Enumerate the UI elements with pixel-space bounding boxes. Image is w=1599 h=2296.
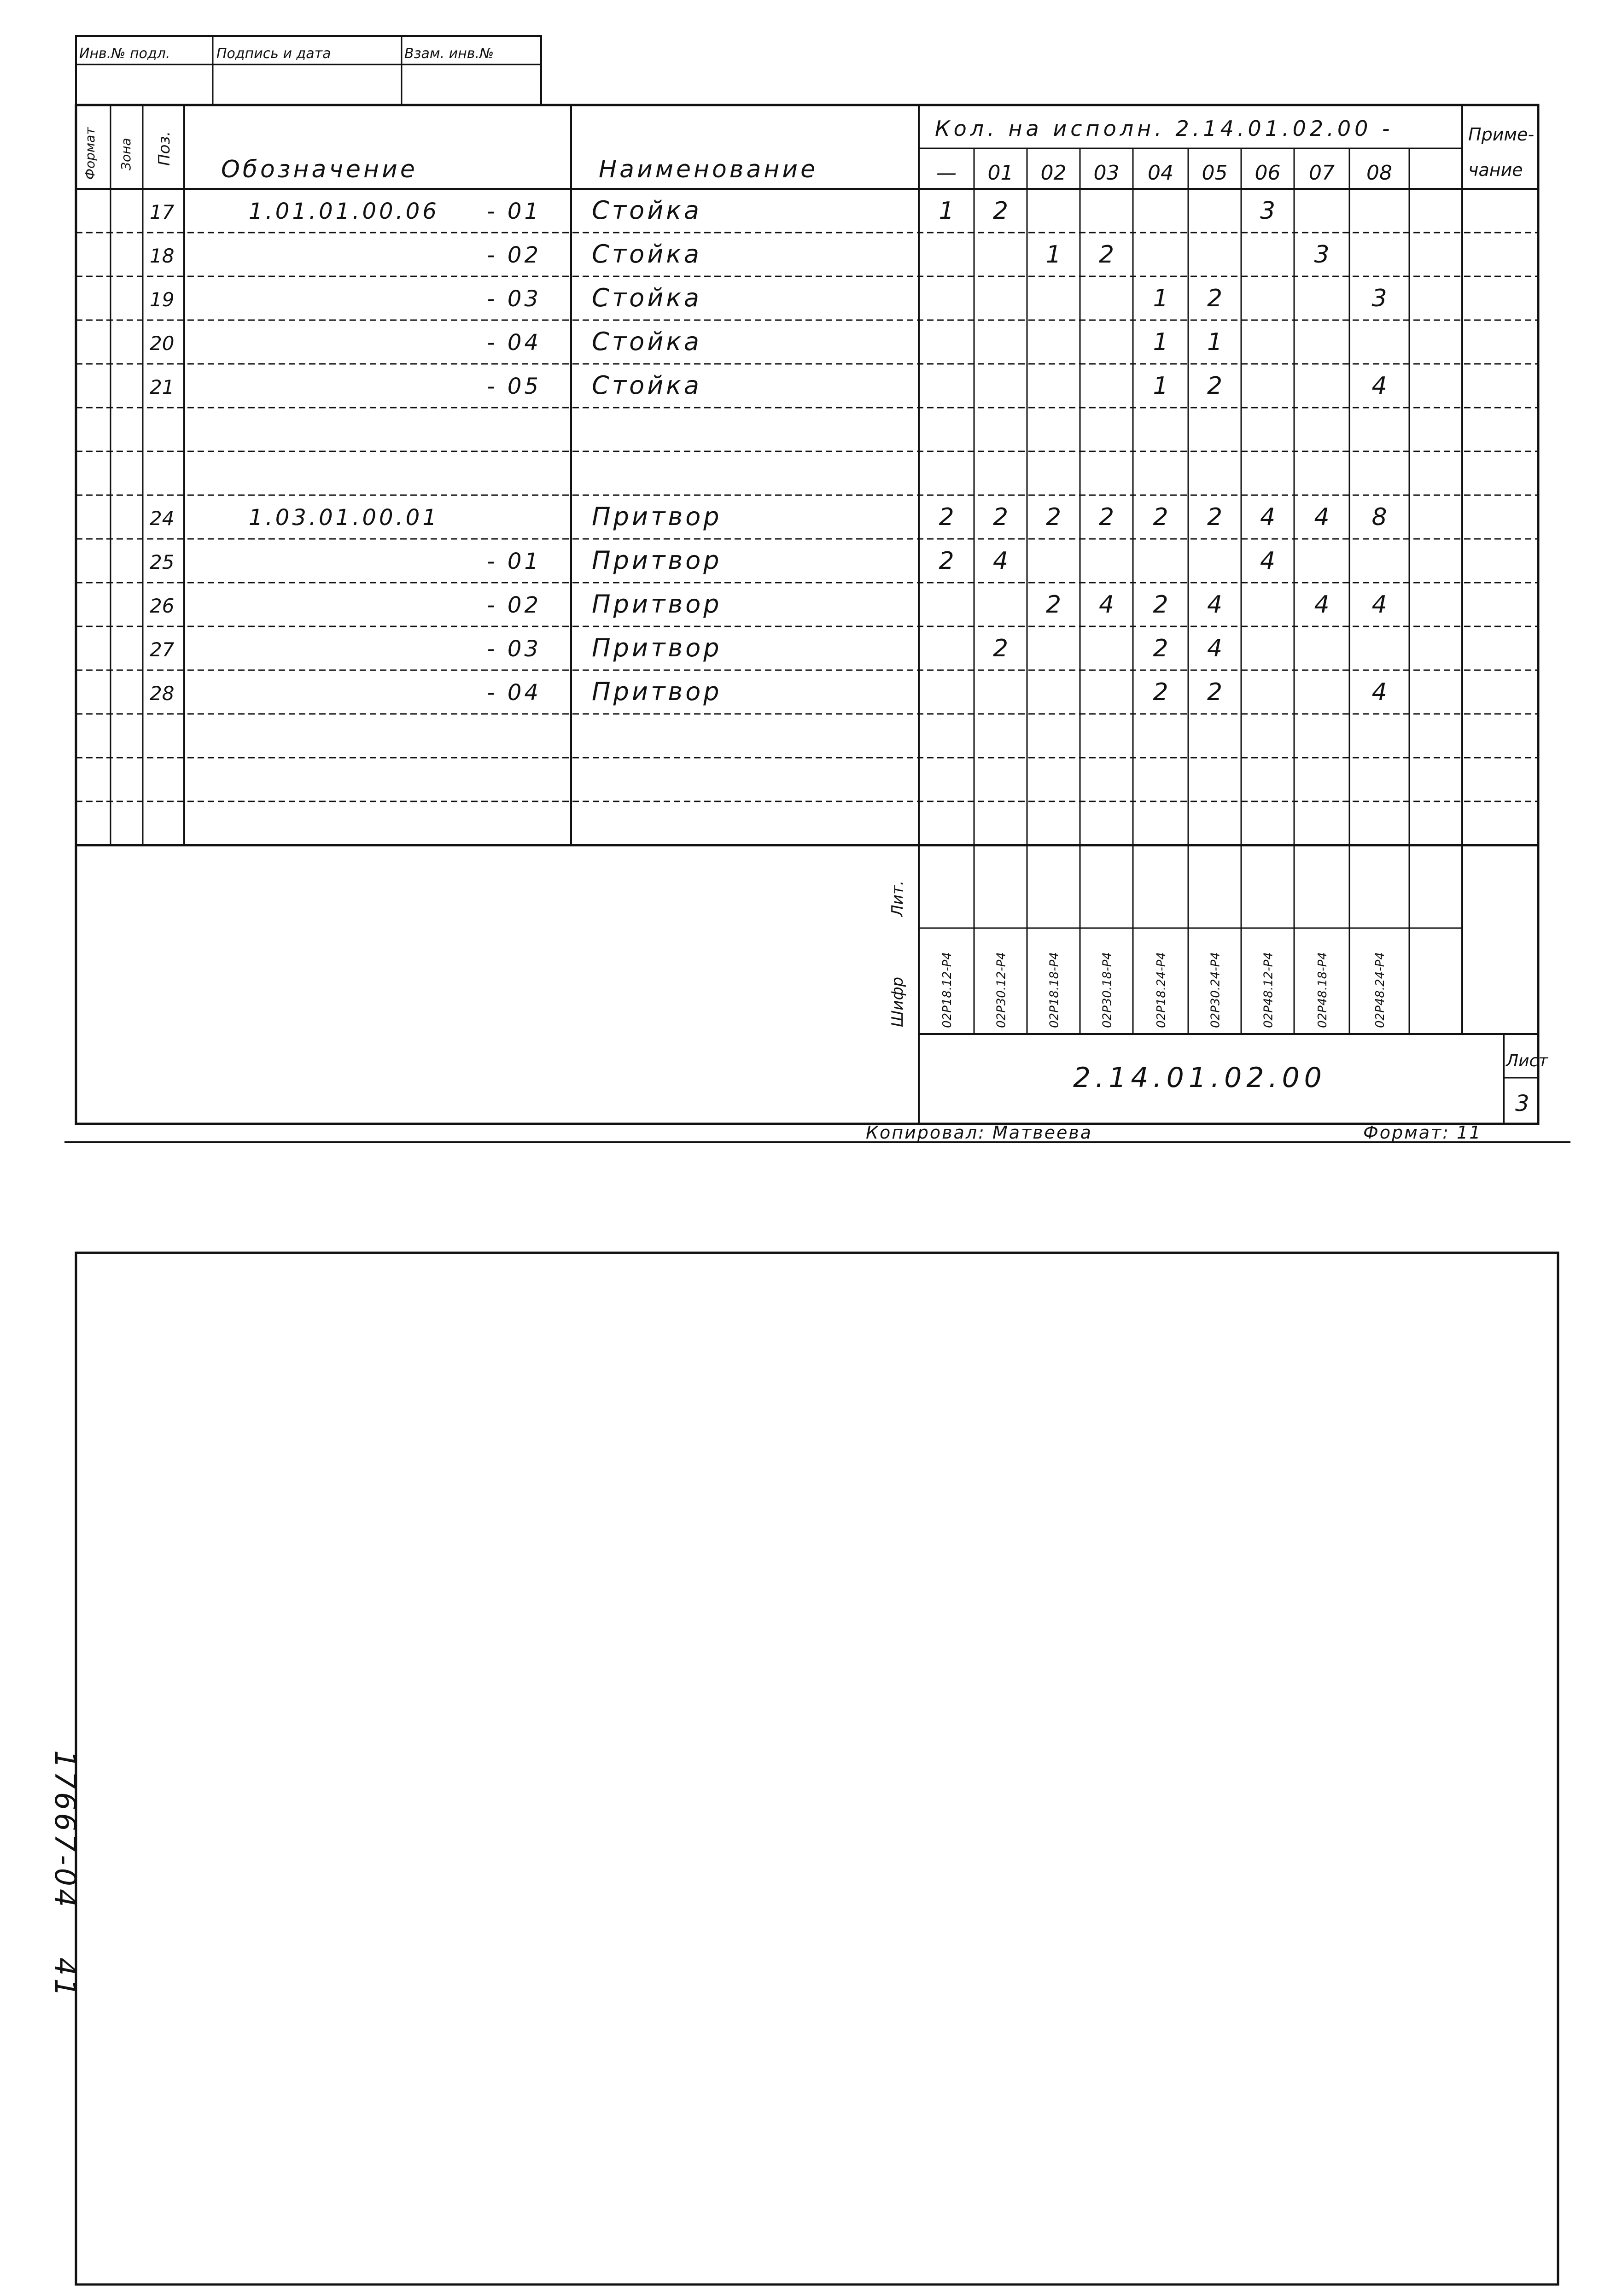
side-number: 17667-04: [48, 1750, 82, 1910]
cipher-label: 02Р18.12-Р4: [940, 952, 954, 1028]
variant-header: 03: [1093, 161, 1120, 185]
row-poz: 28: [150, 682, 175, 705]
table-row: [150, 546, 1275, 575]
row-name: Притвор: [592, 633, 722, 662]
row-qty: 3: [1314, 241, 1330, 269]
table-row: [150, 371, 1387, 400]
cipher-label: 02Р48.24-Р4: [1373, 952, 1387, 1028]
cipher-label: 02Р18.24-Р4: [1155, 952, 1168, 1028]
row-name: Притвор: [592, 502, 722, 531]
row-suffix: - 01: [487, 199, 541, 224]
table-row: [150, 283, 1387, 312]
row-qty: 4: [1314, 591, 1330, 619]
row-qty: 8: [1371, 503, 1387, 531]
cipher-label: 02Р30.24-Р4: [1208, 952, 1223, 1028]
row-qty: 4: [1314, 503, 1330, 531]
row-name: Стойка: [592, 196, 702, 225]
header-poz: Поз.: [155, 131, 174, 166]
row-suffix: - 02: [487, 242, 541, 268]
cipher-label: 02Р30.18-Р4: [1100, 952, 1115, 1028]
row-name: Стойка: [592, 371, 702, 400]
row-qty: 2: [1045, 591, 1062, 619]
stamp-podpis-data: Подпись и дата: [216, 46, 331, 62]
row-name: Притвор: [592, 546, 722, 575]
side-page: 41: [48, 1957, 82, 1999]
approval-stamp: [76, 36, 541, 105]
row-qty: 1: [1153, 285, 1168, 312]
variant-header: 06: [1255, 161, 1281, 185]
row-suffix: - 04: [487, 330, 541, 356]
row-qty: 1: [1153, 328, 1168, 356]
row-poz: 21: [150, 376, 175, 398]
row-qty: 2: [1153, 503, 1168, 531]
row-qty: 4: [992, 547, 1009, 575]
row-qty: 4: [1207, 591, 1223, 619]
row-qty: 4: [1260, 503, 1276, 531]
row-qty: 2: [1207, 372, 1223, 400]
lower-frame: [76, 1253, 1558, 2284]
cipher-label: 02Р48.12-Р4: [1261, 952, 1276, 1028]
row-poz: 18: [150, 245, 175, 267]
list-label: Лист: [1506, 1052, 1548, 1070]
row-name: Стойка: [592, 283, 702, 312]
row-qty: 2: [1153, 591, 1168, 619]
header-kol-title: Кол. на исполн. 2.14.01.02.00 -: [935, 116, 1394, 141]
row-poz: 27: [150, 638, 175, 661]
format-note: Формат: 11: [1363, 1122, 1482, 1143]
header-prim-line2: чание: [1468, 160, 1523, 180]
row-suffix: - 03: [487, 636, 541, 662]
header-oboznachenie: Обозначение: [221, 156, 418, 183]
variant-header: 05: [1202, 161, 1228, 185]
variant-header: —: [936, 161, 957, 185]
header-format: Формат: [82, 127, 98, 180]
row-qty: 1: [1207, 328, 1223, 356]
header-prim-line1: Приме-: [1468, 124, 1535, 145]
cipher-label: 02Р30.12-Р4: [994, 952, 1009, 1028]
header-zona: Зона: [118, 138, 134, 170]
row-qty: 2: [992, 503, 1009, 531]
lit-label: Лит.: [888, 880, 907, 917]
table-row: [150, 502, 1387, 531]
row-suffix: - 01: [487, 549, 541, 574]
table-row: [150, 633, 1222, 662]
table-row: [150, 327, 1222, 356]
row-qty: 2: [939, 547, 954, 575]
row-poz: 20: [150, 332, 175, 355]
title-block: [888, 881, 1548, 1124]
row-qty: 4: [1207, 635, 1223, 662]
row-qty: 2: [1207, 678, 1223, 706]
table-row: [150, 240, 1330, 269]
cipher-label: 02Р18.18-Р4: [1047, 952, 1062, 1028]
row-qty: 2: [1207, 503, 1223, 531]
shifr-label: Шифр: [888, 976, 907, 1027]
table-header: [82, 116, 1534, 185]
row-qty: 3: [1260, 197, 1276, 225]
row-poz: 26: [150, 595, 175, 617]
table-row: [150, 196, 1275, 225]
doc-number: 2.14.01.02.00: [1073, 1062, 1326, 1094]
row-poz: 25: [150, 551, 175, 573]
stamp-inv-podl: Инв.№ подл.: [79, 46, 170, 62]
row-qty: 2: [1207, 285, 1223, 312]
row-suffix: - 02: [487, 592, 541, 618]
table-row: [150, 590, 1387, 619]
row-qty: 2: [1153, 678, 1168, 706]
row-qty: 2: [992, 635, 1009, 662]
cipher-label: 02Р48.18-Р4: [1316, 952, 1330, 1028]
row-qty: 2: [1098, 503, 1115, 531]
row-suffix: - 03: [487, 286, 541, 312]
side-stamp: [48, 1750, 82, 1999]
row-poz: 19: [150, 288, 175, 311]
row-qty: 4: [1098, 591, 1115, 619]
row-qty: 4: [1371, 591, 1387, 619]
row-name: Притвор: [592, 590, 722, 619]
row-poz: 17: [150, 201, 175, 223]
variant-header: 07: [1309, 161, 1335, 185]
copied-by: Копировал: Матвеева: [866, 1122, 1093, 1143]
variant-header: 02: [1040, 161, 1067, 185]
row-qty: 1: [1153, 372, 1168, 400]
row-qty: 1: [1045, 241, 1062, 269]
row-qty: 2: [1098, 241, 1115, 269]
row-qty: 4: [1371, 372, 1387, 400]
row-qty: 3: [1371, 285, 1387, 312]
row-name: Притвор: [592, 677, 722, 706]
row-qty: 2: [1153, 635, 1168, 662]
variant-header: 01: [987, 161, 1014, 185]
variant-header: 04: [1148, 161, 1173, 185]
row-suffix: - 05: [487, 374, 541, 399]
row-poz: 24: [150, 507, 175, 530]
row-qty: 2: [1045, 503, 1062, 531]
row-suffix: - 04: [487, 680, 541, 706]
row-qty: 2: [939, 503, 954, 531]
row-oboznachenie: 1.01.01.00.06: [249, 199, 439, 224]
header-naimenovanie: Наименование: [599, 156, 818, 183]
variant-header: 08: [1366, 161, 1392, 185]
row-qty: 4: [1371, 678, 1387, 706]
table-row: [150, 677, 1387, 706]
stamp-vzam-inv: Взам. инв.№: [404, 46, 494, 62]
row-qty: 4: [1260, 547, 1276, 575]
copy-line: [64, 1122, 1570, 1143]
row-name: Стойка: [592, 327, 702, 356]
list-number: 3: [1515, 1091, 1529, 1116]
row-qty: 1: [939, 197, 954, 225]
row-qty: 2: [992, 197, 1009, 225]
row-oboznachenie: 1.03.01.00.01: [249, 505, 439, 531]
row-name: Стойка: [592, 240, 702, 269]
